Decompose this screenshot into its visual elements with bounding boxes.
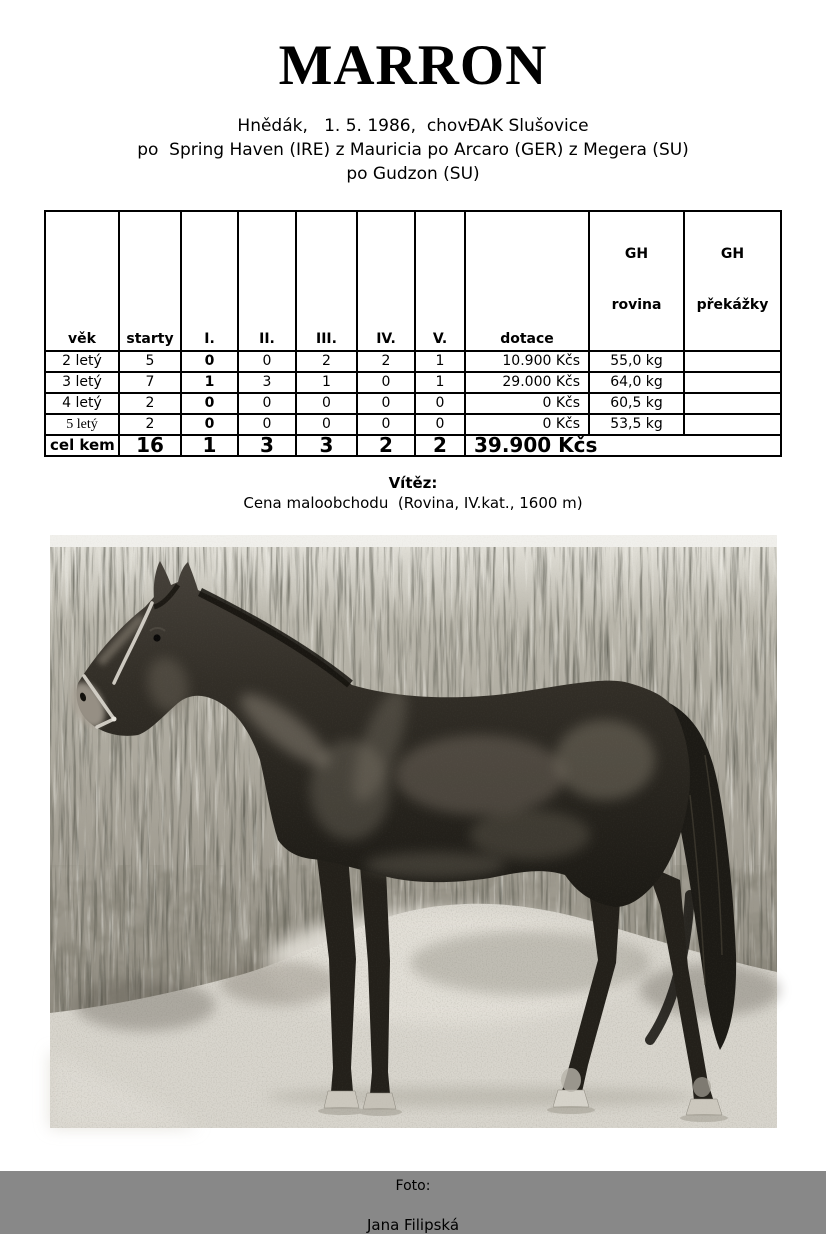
col-header-place4: IV. [357,211,415,351]
place2-cell: 0 [238,393,296,414]
pedigree-line-2: po Spring Haven (IRE) z Mauricia po Arcaro (GER) z Megera (SU) [137,140,689,160]
total-place4-cell: 2 [357,435,415,456]
col-header-dotace: dotace [465,211,589,351]
col-header-place5: V. [415,211,465,351]
photo-credit-label: Foto: [395,1178,431,1194]
total-label-cell: cel kem [45,435,119,456]
starty-cell: 2 [119,414,181,435]
horse-photo-svg [50,535,777,1128]
gh-rovina-cell: 55,0 kg [589,351,684,372]
place2-cell: 0 [238,414,296,435]
starty-cell: 2 [119,393,181,414]
gh-prekazky-cell [684,393,781,414]
col-header-gh-rovina: GH rovina [589,211,684,351]
col-header-place3: III. [296,211,357,351]
place4-cell: 0 [357,393,415,414]
pedigree-line-1: Hnědák, 1. 5. 1986, chovĐAK Slušovice [237,116,589,136]
place4-cell: 2 [357,351,415,372]
dotace-cell: 0 Kčs [465,414,589,435]
col-header-place1: I. [181,211,238,351]
pedigree-block [0,114,826,186]
table-row [45,351,781,372]
race-record-table [44,210,782,457]
col-header-starty: starty [119,211,181,351]
winner-race: Cena maloobchodu (Rovina, IV.kat., 1600 m) [243,494,583,512]
place5-cell: 0 [415,414,465,435]
table-row [45,393,781,414]
dotace-cell: 29.000 Kčs [465,372,589,393]
photo-credit-name: Jana Filipská [366,1216,460,1234]
photo-grain-overlay [50,535,777,1128]
col-header-place2: II. [238,211,296,351]
page-title: MARRON [278,34,548,97]
total-place3-cell: 3 [296,435,357,456]
place5-cell: 1 [415,372,465,393]
place4-cell: 0 [357,414,415,435]
dotace-cell: 0 Kčs [465,393,589,414]
total-place2-cell: 3 [238,435,296,456]
total-starty-cell: 16 [119,435,181,456]
gh-prekazky-cell [684,414,781,435]
place2-cell: 0 [238,351,296,372]
place1-cell: 0 [181,351,238,372]
total-place1-cell: 1 [181,435,238,456]
table-header-row [45,211,781,351]
dotace-cell: 10.900 Kčs [465,351,589,372]
place4-cell: 0 [357,372,415,393]
col-header-vek: věk [45,211,119,351]
place3-cell: 2 [296,351,357,372]
gh-prekazky-cell [684,372,781,393]
vek-cell: 4 letý [45,393,119,414]
place2-cell: 3 [238,372,296,393]
place5-cell: 1 [415,351,465,372]
table-row [45,414,781,435]
gh-rovina-cell: 64,0 kg [589,372,684,393]
place5-cell: 0 [415,393,465,414]
vek-cell: 5 letý [45,414,119,435]
starty-cell: 5 [119,351,181,372]
winner-block [0,473,826,513]
place1-cell: 1 [181,372,238,393]
vek-cell: 2 letý [45,351,119,372]
starty-cell: 7 [119,372,181,393]
gh-prekazky-cell [684,351,781,372]
vek-cell: 3 letý [45,372,119,393]
place1-cell: 0 [181,414,238,435]
total-place5-cell: 2 [415,435,465,456]
col-header-gh-prekazky: GH překážky [684,211,781,351]
place3-cell: 0 [296,393,357,414]
winner-heading: Vítěz: [388,474,438,492]
total-dotace-cell: 39.900 Kčs [465,435,781,456]
pedigree-line-3: po Gudzon (SU) [346,164,480,184]
gh-rovina-cell: 60,5 kg [589,393,684,414]
table-row [45,372,781,393]
place3-cell: 0 [296,414,357,435]
gh-rovina-cell: 53,5 kg [589,414,684,435]
horse-photo [50,535,777,1128]
place3-cell: 1 [296,372,357,393]
place1-cell: 0 [181,393,238,414]
table-total-row [45,435,781,456]
